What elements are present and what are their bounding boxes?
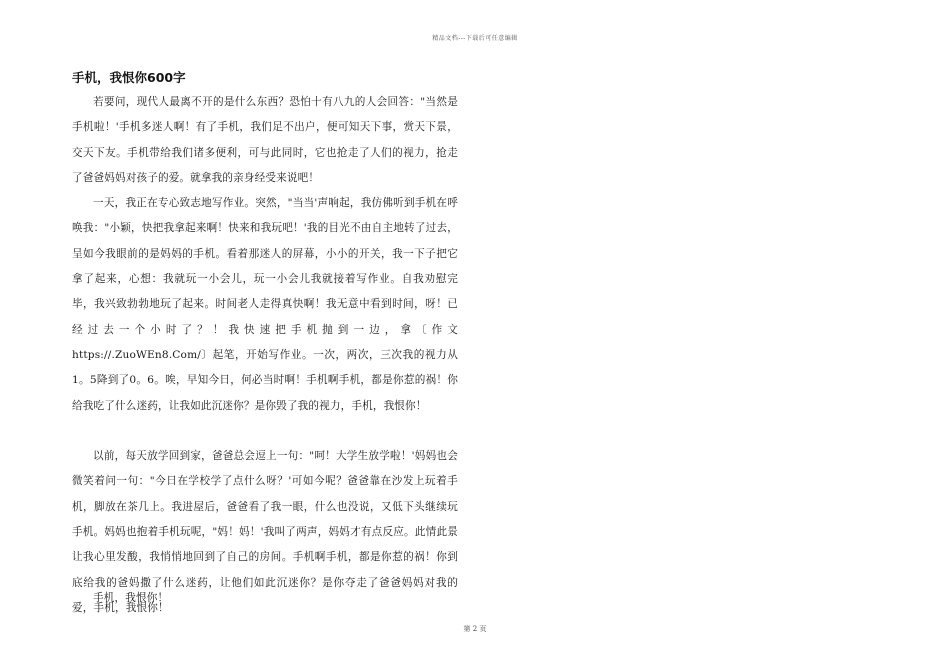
paragraph-4: 手机，我恨你！ [93,592,169,604]
paragraph-2: 一天，我正在专心致志地写作业。突然，"当当'声响起，我仿佛听到手机在呼唤我："小颖，快把我拿起来啊！快来和我玩吧！'我的目光不由自主地转了过去，呈如今我眼前的是妈妈的手机。看着那迷人的屏幕，小小的开关，我一下子把它拿了起来，心想：我就玩一小会儿，玩一小会儿我就接着写作业。自我劝慰完毕，我兴致勃勃地玩了起来。时间老人走得真快啊！我无意中看到时间，呀！已经过去一个小时了？！我快速把手机抛到一边，拿〔作文https://.ZuoWEn8.Com/〕起笔，开始写作业。一次，两次，三次我的视力从1。5降到了0。6。唉，早知今日，何必当时啊！手机啊手机，都是你惹的祸！你给我吃了什么迷药，让我如此沉迷你？是你毁了我的视力，手机，我恨你！ [72,197,458,412]
paragraph-1: 若要问，现代人最离不开的是什么东西？恐怕十有八九的人会回答："当然是手机啦！'手机多迷人啊！有了手机，我们足不出户，便可知天下事，赏天下景，交天下友。手机带给我们诸多便利，可与此同时，它也抢走了人们的视力，抢走了爸爸妈妈对孩子的爱。就拿我的亲身经受来说吧！ [72,96,458,185]
page-number: 第 2 页 [463,625,487,633]
paragraph-3: 以前，每天放学回到家，爸爸总会逗上一句："呵！大学生放学啦！'妈妈也会微笑着问一句："今日在学校学了点什么呀？'可如今呢？爸爸靠在沙发上玩着手机，脚放在茶几上。我进屋后，爸爸看了我一眼，什么也没说，又低下头继续玩手机。妈妈也抱着手机玩呢，"妈！妈！'我叫了两声，妈妈才有点反应。此情此景让我心里发酸，我悄悄地回到了自己的房间。手机啊手机，都是你惹的祸！你到底给我的爸妈撒了什么迷药，让他们如此沉迷你？是你夺走了爸爸妈妈对我的爱，手机，我恨你！ [72,450,458,615]
document-title: 手机，我恨你600字 [72,70,186,85]
page-header: 精品文档---下载后可任意编辑 [432,35,518,42]
